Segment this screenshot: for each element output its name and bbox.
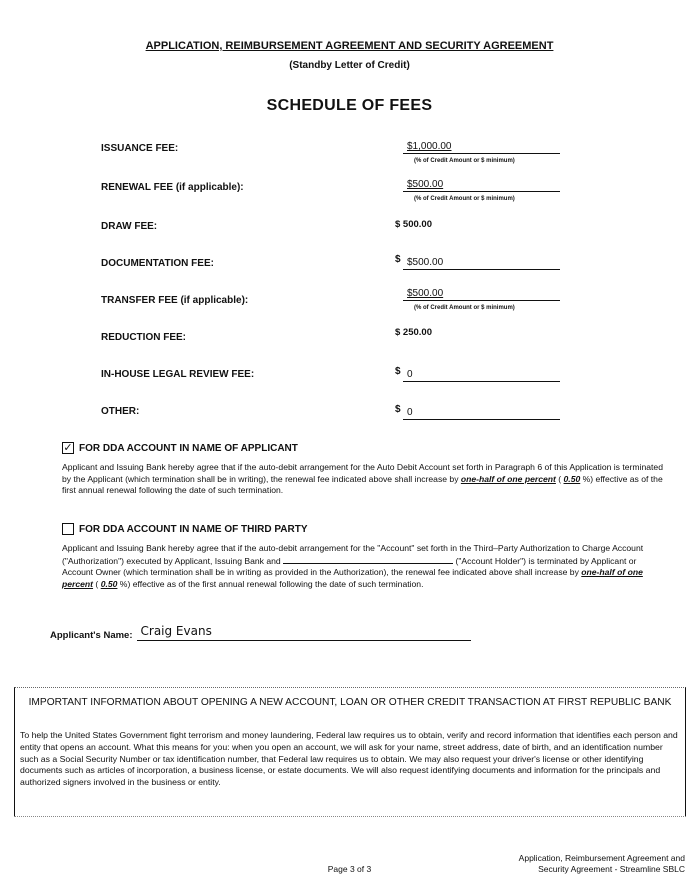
account-holder-blank[interactable] (283, 555, 453, 564)
dda-third-party-paragraph: Applicant and Issuing Bank hereby agree that if the auto-debit arrangement for the "Account" set forth in the Third–Party Authorization to Charge Account ("Authorization") executed by Applicant, Issuing Bank and ("Account Holder") is terminated by Applicant or Account Owner (which termination shall be in writing as provided in the Authorization), the renewal fee indicated above shall increase by one-half of one percent ( 0.50 %) effective as of the first annual renewal following the date of such termination. (62, 543, 644, 589)
other-fee-label: OTHER: (101, 406, 140, 417)
reduction-fee-value: $ 250.00 (395, 327, 432, 338)
renewal-fee-label: RENEWAL FEE (if applicable): (101, 182, 244, 193)
dda-applicant-paragraph: Applicant and Issuing Bank hereby agree that if the auto-debit arrangement for the Auto Debit Account set forth in Paragraph 6 of this Application is terminated by the Applicant (which termination shall be in writing), the renewal fee indicated above shall increase by one-half of one percent ( 0.50 %) effective as of the first annual renewal following the date of such termination. (62, 462, 663, 495)
notice-bottom-rule (14, 816, 686, 817)
draw-fee-value: $ 500.00 (395, 219, 432, 230)
page-number: Page 3 of 3 (327, 864, 372, 874)
dda-applicant-increase-words: one-half of one percent (460, 473, 556, 484)
draw-fee-label: DRAW FEE: (101, 221, 158, 232)
document-heading: APPLICATION, REIMBURSEMENT AGREEMENT AND SECURITY AGREEMENT (145, 40, 554, 52)
dda-applicant-option[interactable] (62, 442, 298, 454)
other-fee-field[interactable]: 0 (403, 407, 560, 420)
legal-review-fee-dollar: $ (395, 366, 401, 377)
transfer-fee-field[interactable]: $500.00 (403, 288, 560, 301)
applicant-name-label: Applicant's Name: (50, 630, 133, 641)
dda-applicant-increase-pct: 0.50 (563, 473, 581, 484)
renewal-fee-field[interactable]: $500.00 (403, 179, 560, 192)
notice-title: IMPORTANT INFORMATION ABOUT OPENING A NEW ACCOUNT, LOAN OR OTHER CREDIT TRANSACTION AT FIRST REPUBLIC BANK (28, 697, 672, 708)
documentation-fee-label: DOCUMENTATION FEE: (101, 258, 214, 269)
document-subheading: (Standby Letter of Credit) (289, 60, 410, 71)
legal-review-fee-label: IN-HOUSE LEGAL REVIEW FEE: (101, 369, 255, 380)
customer-id-notice (14, 687, 686, 817)
issuance-fee-note: (% of Credit Amount or $ minimum) (414, 158, 515, 164)
issuance-fee-field[interactable]: $1,000.00 (403, 141, 560, 154)
dda-third-party-label: FOR DDA ACCOUNT IN NAME OF THIRD PARTY (79, 523, 308, 535)
renewal-fee-note: (% of Credit Amount or $ minimum) (414, 196, 515, 202)
documentation-fee-dollar: $ (395, 254, 401, 265)
documentation-fee-field[interactable]: $500.00 (403, 257, 560, 270)
dda-applicant-label: FOR DDA ACCOUNT IN NAME OF APPLICANT (79, 442, 298, 454)
reduction-fee-label: REDUCTION FEE: (101, 332, 186, 343)
dda-applicant-checkbox[interactable]: ✓ (63, 442, 73, 454)
legal-review-fee-field[interactable]: 0 (403, 369, 560, 382)
dda-third-party-increase-pct: 0.50 (100, 578, 118, 589)
schedule-title: SCHEDULE OF FEES (266, 97, 433, 114)
other-fee-dollar: $ (395, 404, 401, 415)
transfer-fee-note: (% of Credit Amount or $ minimum) (414, 305, 515, 311)
applicant-name-row (50, 624, 471, 641)
dda-third-party-increase-words: one-half of one percent (62, 567, 643, 589)
issuance-fee-label: ISSUANCE FEE: (101, 143, 179, 154)
dda-third-party-checkbox[interactable] (62, 523, 74, 535)
dda-third-party-option[interactable] (62, 523, 308, 535)
applicant-name-field[interactable]: Craig Evans (137, 624, 471, 641)
footer-document-name: Application, Reimbursement Agreement and Security Agreement - Streamline SBLC (518, 853, 685, 874)
transfer-fee-label: TRANSFER FEE (if applicable): (101, 295, 249, 306)
notice-body: To help the United States Government fight terrorism and money laundering, Federal law requires us to obtain, verify and record information that identifies each person and entity that opens an account. What this means for you: when you open an account, we will ask for your name, street address, date of birth, and an identification number such as a Social Security Number or tax identification number, that Federal law requires us to obtain. We may also request your driver's license or other identifying documents such as articles of incorporation, a business license, or estate documents. We will also request identifying documents and information for the principals and authorized signers involved in the business or entity. (20, 730, 678, 788)
